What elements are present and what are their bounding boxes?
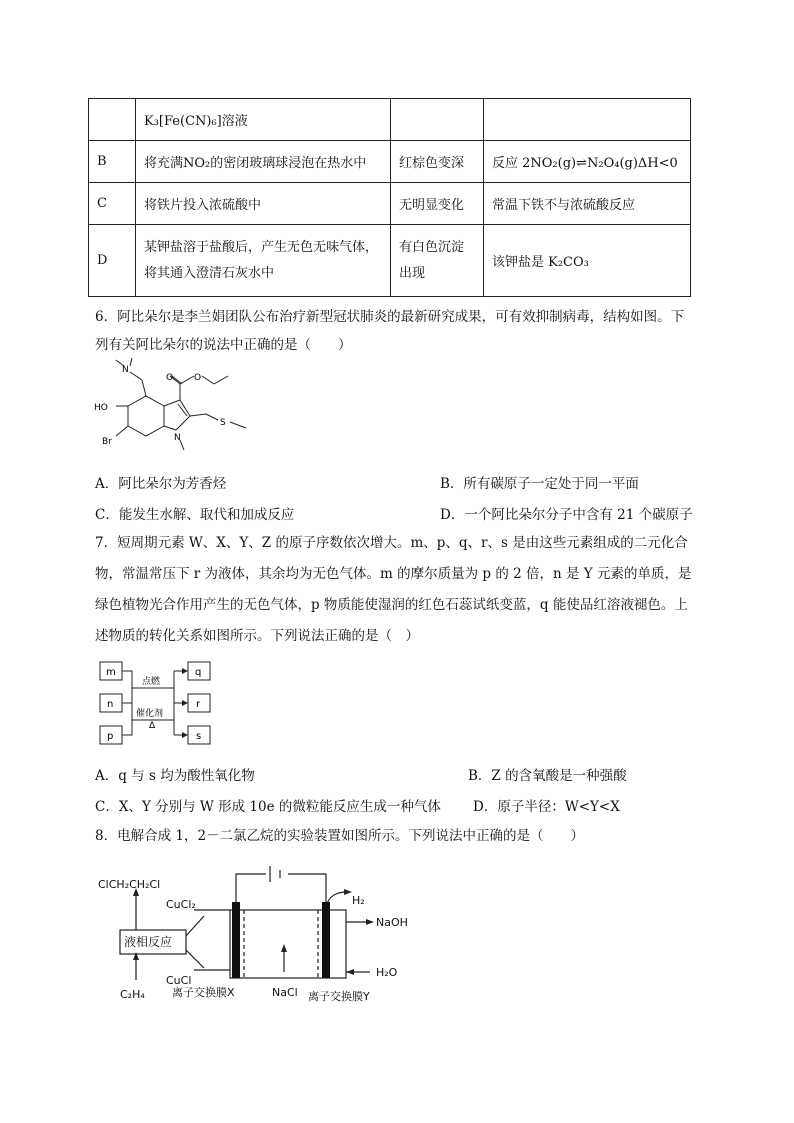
atom-label: N xyxy=(122,365,129,375)
option-d: D．一个阿比朵尔分子中含有 21 个碳原子 xyxy=(440,507,693,523)
atom-label: Br xyxy=(102,437,112,447)
question-text: 8．电解合成 1，2－二氯乙烷的实验装置如图所示。下列说法中正确的是（ ） xyxy=(95,828,585,844)
node-r: r xyxy=(196,699,201,710)
option-b: B．所有碳原子一定处于同一平面 xyxy=(440,476,639,492)
table-row xyxy=(89,141,691,183)
label-product: ClCH₂CH₂Cl xyxy=(98,878,161,891)
question-text: 7．短周期元素 W、X、Y、Z 的原子序数依次增大。m、p、q、r、s 是由这些元素组成的二元化合 xyxy=(95,535,688,551)
cell-operation xyxy=(136,225,391,297)
condition-label: 催化剂 xyxy=(136,709,164,719)
conversion-diagram xyxy=(96,658,226,750)
node-s: s xyxy=(196,731,202,742)
option-d: D．原子半径：W<Y<X xyxy=(473,799,620,815)
cell-line: 有白色沉淀 xyxy=(399,239,465,255)
atom-label: O xyxy=(166,373,174,383)
table-row xyxy=(89,99,691,141)
experiment-table xyxy=(88,98,691,297)
label-nacl: NaCl xyxy=(272,986,298,999)
table-row xyxy=(89,183,691,225)
option-a: A．q 与 s 均为酸性氧化物 xyxy=(95,768,255,784)
label-cucl2: CuCl₂ xyxy=(166,898,196,911)
option-c: C．X、Y 分别与 W 形成 10e 的微粒能反应生成一种气体 xyxy=(95,799,441,815)
cell-phenomenon: 红棕色变深 xyxy=(391,141,484,183)
cell-operation: K₃[Fe(CN)₆]溶液 xyxy=(136,99,391,141)
cell-conclusion: 常温下铁不与浓硫酸反应 xyxy=(484,183,691,225)
cell-phenomenon xyxy=(391,225,484,297)
question-text: 6．阿比朵尔是李兰娟团队公布治疗新型冠状肺炎的最新研究成果，可有效抑制病毒，结构如图。下 xyxy=(95,309,685,325)
question-text: 列有关阿比朵尔的说法中正确的是（ ） xyxy=(95,337,352,353)
reaction-box-label: 液相反应 xyxy=(124,935,173,949)
cell-line: 出现 xyxy=(399,265,426,281)
electrolysis-apparatus xyxy=(94,860,424,1010)
node-n: n xyxy=(107,699,114,710)
question-text: 述物质的转化关系如图所示。下列说法正确的是（ ） xyxy=(95,628,419,644)
cell-conclusion: 反应 2NO₂(g)⇌N₂O₄(g)ΔH<0 xyxy=(484,141,691,183)
cell-operation: 将充满NO₂的密闭玻璃球浸泡在热水中 xyxy=(136,141,391,183)
cell-conclusion: 该钾盐是 K₂CO₃ xyxy=(484,225,691,297)
cell-line: 将其通入澄清石灰水中 xyxy=(144,265,275,281)
option-b: B．Z 的含氧酸是一种强酸 xyxy=(468,768,627,784)
atom-label: S xyxy=(220,418,226,428)
label-h2o: H₂O xyxy=(376,966,398,979)
cathode-electrode xyxy=(322,902,330,978)
cell-conclusion xyxy=(484,99,691,141)
atom-label: N xyxy=(174,433,181,443)
cell-operation: 将铁片投入浓硫酸中 xyxy=(136,183,391,225)
arbidol-structure xyxy=(90,358,260,468)
cell-phenomenon xyxy=(391,99,484,141)
option-c: C．能发生水解、取代和加成反应 xyxy=(95,507,295,523)
row-label: C xyxy=(89,183,136,225)
label-c2h4: C₂H₄ xyxy=(120,988,145,1001)
label-naoh: NaOH xyxy=(376,916,408,929)
label-h2: H₂ xyxy=(352,894,365,907)
question-text: 物，常温常压下 r 为液体，其余均为无色气体。m 的摩尔质量为 p 的 2 倍，n 是 Y 元素的单质，是 xyxy=(95,566,692,582)
atom-label: HO xyxy=(94,403,108,413)
condition-label: 点燃 xyxy=(142,677,161,687)
option-a: A．阿比朵尔为芳香烃 xyxy=(95,476,227,492)
label-membrane-x: 离子交换膜X xyxy=(172,986,235,999)
table-row xyxy=(89,225,691,297)
label-cucl: CuCl xyxy=(166,974,192,987)
node-q: q xyxy=(195,667,202,678)
label-membrane-y: 离子交换膜Y xyxy=(308,990,370,1003)
row-label xyxy=(89,99,136,141)
row-label: D xyxy=(89,225,136,297)
atom-label: O xyxy=(194,373,202,383)
condition-label: Δ xyxy=(149,721,156,731)
node-p: p xyxy=(107,731,114,742)
cell-line: 某钾盐溶于盐酸后，产生无色无味气体， xyxy=(144,239,379,255)
anode-electrode xyxy=(232,902,240,978)
node-m: m xyxy=(106,667,116,678)
row-label: B xyxy=(89,141,136,183)
question-text: 绿色植物光合作用产生的无色气体，p 物质能使湿润的红色石蕊试纸变蓝，q 能使品红溶液褪色。上 xyxy=(95,597,688,613)
cell-phenomenon: 无明显变化 xyxy=(391,183,484,225)
